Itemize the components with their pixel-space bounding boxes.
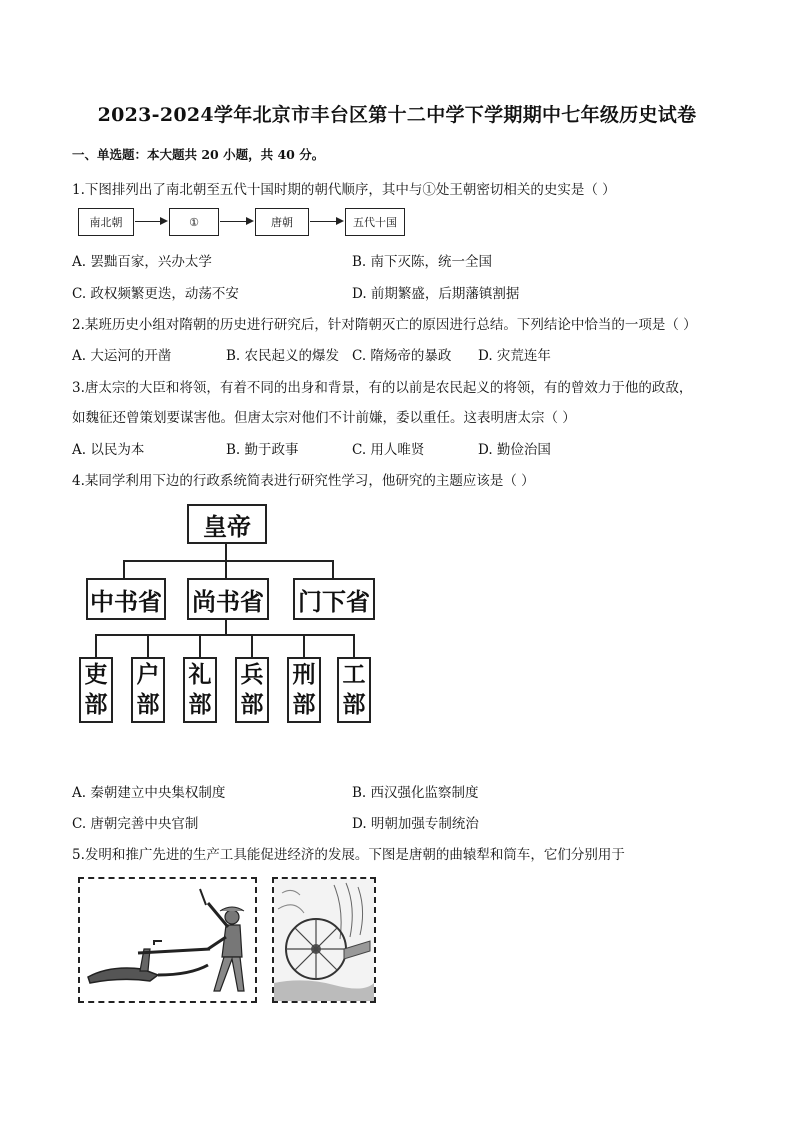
waterwheel-illustration [272,877,376,1003]
section-header: 一、单选题：本大题共 20 小题，共 40 分。 [72,147,325,162]
question-3-stem-line2: 如魏征还曾策划要谋害他。但唐太宗对他们不计前嫌，委以重任。这表明唐太宗（ ） [72,410,576,426]
chart-box-emperor: 皇帝 [187,504,267,544]
waterwheel-icon [274,879,374,1001]
page-title: 2023-2024学年北京市丰台区第十二中学下学期期中七年级历史试卷 [97,104,697,126]
arrow-icon [135,221,166,222]
chart-dept-li-personnel: 吏 部 [79,657,113,723]
question-3-stem-line1: 3.唐太宗的大臣和将领，有着不同的出身和背景，有的以前是农民起义的将领，有的曾效力于他的政敌， [72,380,693,396]
question-5-stem: 5.发明和推广先进的生产工具能促进经济的发展。下图是唐朝的曲辕犁和筒车，它们分别用于 [72,847,625,863]
q4-option-a[interactable]: A. 秦朝建立中央集权制度 [72,785,226,801]
q2-option-b[interactable]: B. 农民起义的爆发 [226,348,340,364]
q4-option-b[interactable]: B. 西汉强化监察制度 [352,785,479,801]
chain-box-wudai: 五代十国 [345,208,405,236]
chain-box-nanbeichao: 南北朝 [78,208,134,236]
question-4-stem: 4.某同学利用下边的行政系统简表进行研究性学习，他研究的主题应该是（ ） [72,473,535,489]
chart-dept-gong: 工 部 [337,657,371,723]
q2-option-a[interactable]: A. 大运河的开凿 [72,348,172,364]
q3-option-b[interactable]: B. 勤于政事 [226,442,299,458]
q4-option-c[interactable]: C. 唐朝完善中央官制 [72,816,199,832]
chart-box-zhongshu: 中书省 [86,578,166,620]
q2-option-d[interactable]: D. 灾荒连年 [478,348,551,364]
q4-option-d[interactable]: D. 明朝加强专制统治 [352,816,479,832]
question-2-stem: 2.某班历史小组对隋朝的历史进行研究后，针对隋朝灭亡的原因进行总结。下列结论中恰当的一项是（ ） [72,317,697,333]
chain-box-blank: ① [169,208,219,236]
chain-box-tang: 唐朝 [255,208,309,236]
q1-option-a[interactable]: A. 罢黜百家，兴办太学 [72,254,212,270]
chart-dept-bing: 兵 部 [235,657,269,723]
q3-option-a[interactable]: A. 以民为本 [72,442,145,458]
question-1-stem: 1.下图排列出了南北朝至五代十国时期的朝代顺序，其中与①处王朝密切相关的史实是（ ） [72,182,616,198]
q1-option-d[interactable]: D. 前期繁盛，后期藩镇割据 [352,286,520,302]
chart-dept-hu: 户 部 [131,657,165,723]
q3-option-c[interactable]: C. 用人唯贤 [352,442,425,458]
arrow-icon [220,221,252,222]
q1-option-c[interactable]: C. 政权频繁更迭，动荡不安 [72,286,239,302]
chart-dept-xing: 刑 部 [287,657,321,723]
plough-farmer-icon [80,879,255,1001]
arrow-icon [310,221,342,222]
chart-dept-li-rites: 礼 部 [183,657,217,723]
q1-option-b[interactable]: B. 南下灭陈，统一全国 [352,254,493,270]
curved-plough-illustration [78,877,257,1003]
q3-option-d[interactable]: D. 勤俭治国 [478,442,551,458]
q2-option-c[interactable]: C. 隋炀帝的暴政 [352,348,452,364]
chart-box-menxia: 门下省 [293,578,375,620]
chart-box-shangshu: 尚书省 [187,578,269,620]
